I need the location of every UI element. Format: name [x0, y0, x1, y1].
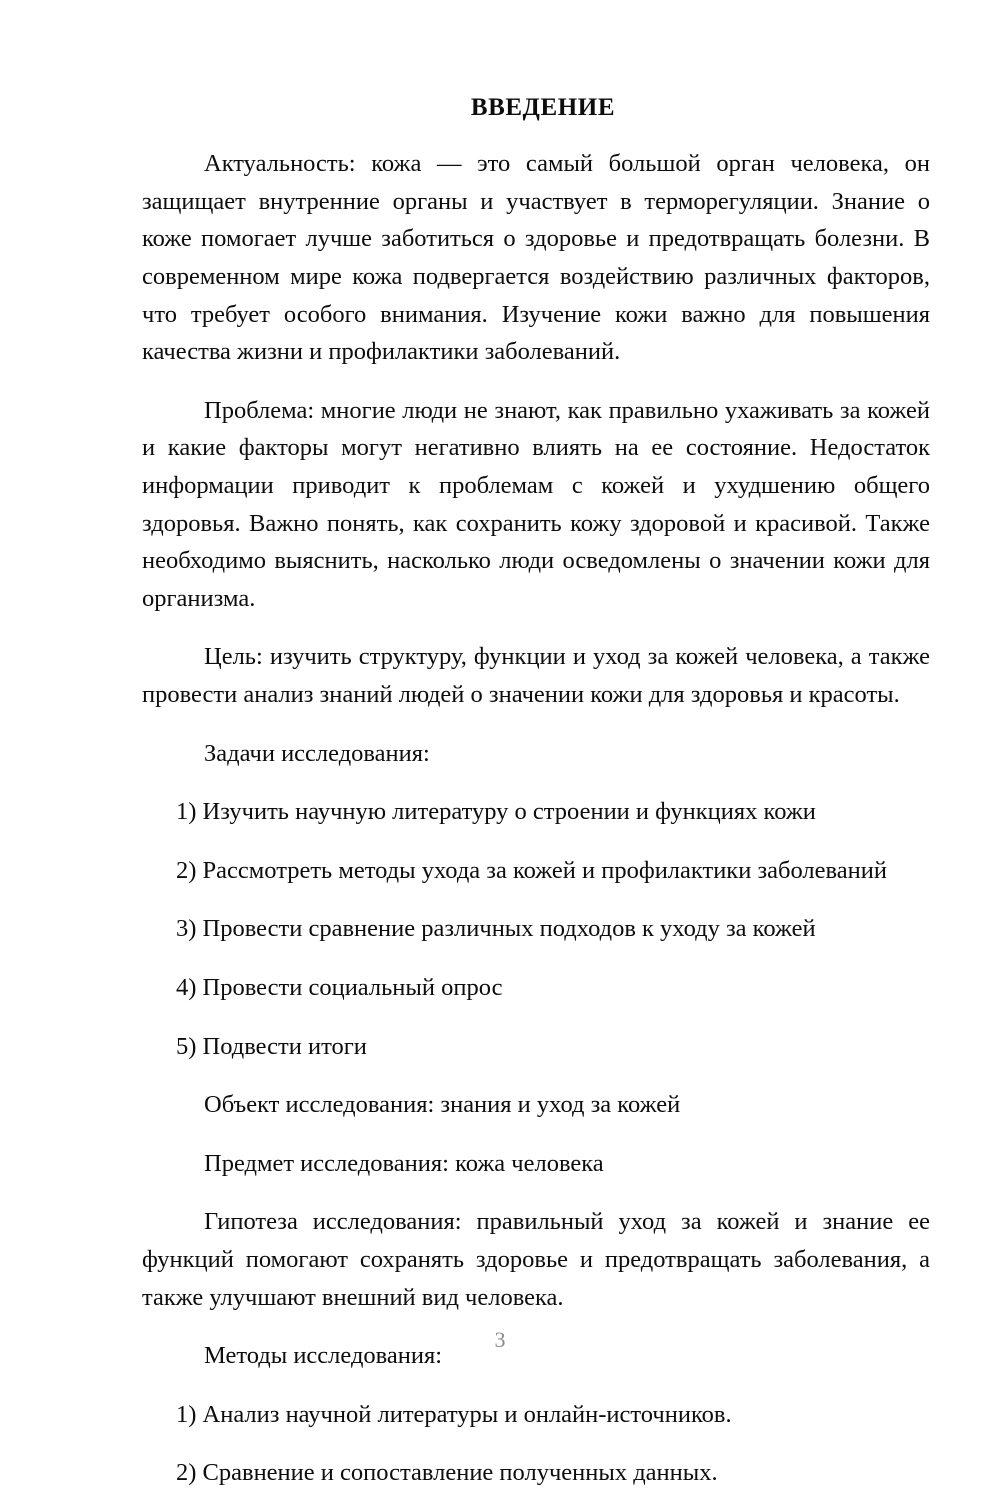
tasks-list — [142, 772, 930, 1065]
paragraph-hypothesis: Гипотеза исследования: правильный уход за кожей и знание ее функций помогают сохранять здоровье и предотвращать заболевания, а также улучшают внешний вид человека. — [142, 1208, 930, 1311]
research-subject: Предмет исследования: кожа человека — [204, 1149, 604, 1177]
page-title: ВВЕДЕНИЕ — [470, 94, 616, 121]
list-item: 2) Рассмотреть методы ухода за кожей и профилактики заболеваний — [176, 856, 887, 884]
list-item: 3) Провести сравнение различных подходов к уходу за кожей — [176, 915, 816, 943]
paragraph-goal: Цель: изучить структуру, функции и уход за кожей человека, а также провести анализ знаний людей о значении кожи для здоровья и красоты. — [142, 643, 930, 708]
list-item: 4) Провести социальный опрос — [176, 973, 503, 1001]
tasks-heading: Задачи исследования: — [204, 739, 430, 767]
list-item: 5) Подвести итоги — [176, 1032, 367, 1060]
list-item: 2) Сравнение и сопоставление полученных данных. — [176, 1459, 718, 1487]
methods-list — [142, 1375, 930, 1492]
list-item: 1) Анализ научной литературы и онлайн-источников. — [176, 1400, 732, 1428]
methods-heading: Методы исследования: — [204, 1342, 443, 1370]
page-number: 3 — [494, 1327, 506, 1352]
research-object: Объект исследования: знания и уход за кожей — [204, 1091, 681, 1119]
paragraph-problem: Проблема: многие люди не знают, как правильно ухаживать за кожей и какие факторы могут негативно влиять на ее состояние. Недостаток информации приводит к проблемам с кожей и ухудшению общего здоровья. Важно понять, как сохранить кожу здоровой и красивой. Также необходимо выяснить, насколько люди осведомлены о значении кожи для организма. — [142, 396, 930, 612]
paragraph-relevance: Актуальность: кожа — это самый большой орган человека, он защищает внутренние органы и участвует в терморегуляции. Знание о коже помогает лучше заботиться о здоровье и предотвращать болезни. В современном мире кожа подвергается воздействию различных факторов, что требует особого внимания. Изучение кожи важно для повышения качества жизни и профилактики заболеваний. — [142, 150, 930, 366]
list-item: 1) Изучить научную литературу о строении и функциях кожи — [176, 798, 816, 826]
document-content — [142, 0, 930, 1492]
